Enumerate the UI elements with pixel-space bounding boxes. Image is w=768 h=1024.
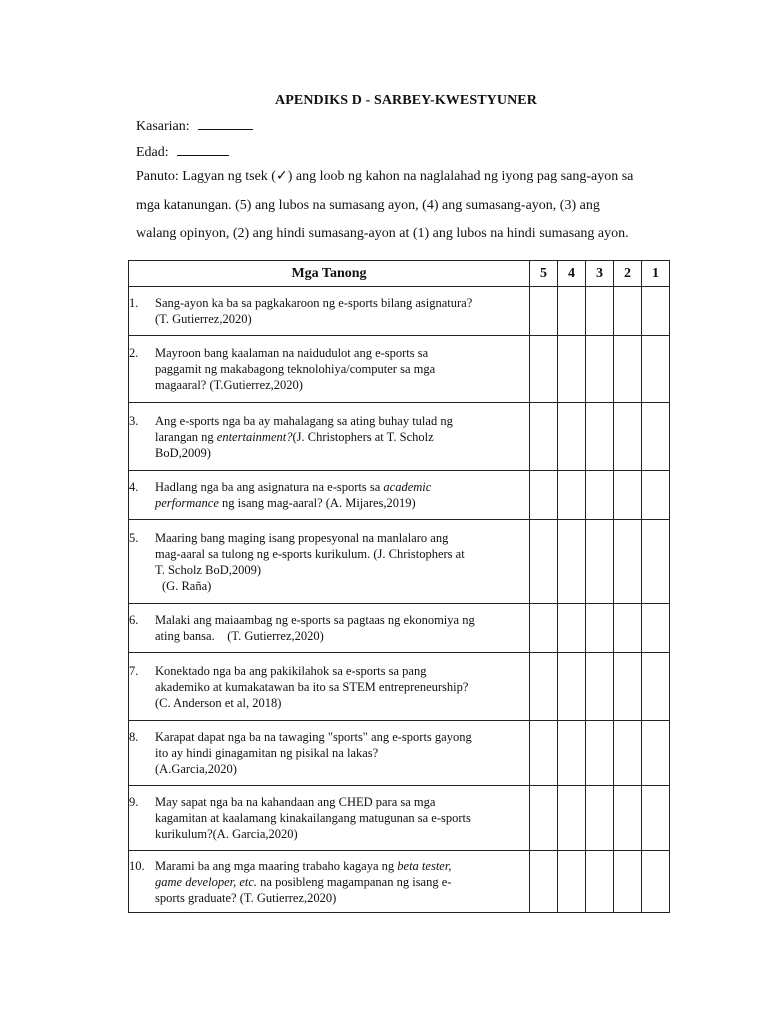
edad-label: Edad: [136, 145, 169, 160]
rating-box-2[interactable] [614, 604, 642, 653]
question-number: 4. [129, 480, 139, 494]
question-number: 7. [129, 663, 139, 678]
rating-box-2[interactable] [614, 336, 642, 403]
rating-box-2[interactable] [614, 851, 642, 913]
question-row [129, 403, 670, 471]
question-cell [129, 287, 530, 336]
question-cell [129, 336, 530, 403]
question-text: Malaki ang maiaambag ng e-sports sa pagtaas ng ekonomiya ng ating bansa. (T. Gutierrez,2020) [155, 613, 475, 643]
rating-box-5[interactable] [530, 604, 558, 653]
question-cell [129, 403, 530, 471]
question-text: May sapat nga ba na kahandaan ang CHED para sa mga kagamitan at kaalamang kinakailangang matugunan sa e-sports kurikulum?(A. Garcia,2020) [155, 795, 471, 841]
rating-box-3[interactable] [586, 287, 614, 336]
edad-field [136, 142, 229, 161]
question-number: 9. [129, 795, 139, 809]
rating-box-5[interactable] [530, 851, 558, 913]
rating-box-4[interactable] [558, 287, 586, 336]
survey-table [128, 260, 670, 913]
edad-blank [177, 142, 229, 156]
rating-box-4[interactable] [558, 336, 586, 403]
kasarian-label: Kasarian: [136, 119, 190, 134]
rating-box-2[interactable] [614, 721, 642, 786]
question-cell [129, 721, 530, 786]
question-text: Konektado nga ba ang pakikilahok sa e-sports sa pang akademiko at kumakatawan ba ito sa STEM entrepreneurship? (C. Anderson et al, 2018) [155, 663, 469, 710]
rating-box-5[interactable] [530, 287, 558, 336]
rating-box-5[interactable] [530, 653, 558, 721]
rating-box-4[interactable] [558, 403, 586, 471]
rating-box-3[interactable] [586, 721, 614, 786]
rating-box-3[interactable] [586, 604, 614, 653]
question-text: Maaring bang maging isang propesyonal na manlalaro ang mag-aaral sa tulong ng e-sports kurikulum. (J. Christophers at T. Scholz BoD,2009) (G. Raña) [155, 530, 465, 593]
question-number: 1. [129, 296, 139, 310]
rating-box-3[interactable] [586, 786, 614, 851]
rating-box-4[interactable] [558, 721, 586, 786]
instructions-line-1 [136, 168, 633, 185]
rating-box-4[interactable] [558, 471, 586, 520]
question-row [129, 520, 670, 604]
question-cell [129, 520, 530, 604]
question-row [129, 786, 670, 851]
question-number: 3. [129, 413, 139, 428]
rating-box-5[interactable] [530, 721, 558, 786]
instructions-text-1a: Panuto: Lagyan ng tsek ( [136, 169, 276, 184]
document-title: APENDIKS D - SARBEY-KWESTYUNER [275, 93, 537, 108]
question-row [129, 336, 670, 403]
rating-box-1[interactable] [642, 287, 670, 336]
header-rating-4: 4 [558, 261, 586, 287]
question-row [129, 721, 670, 786]
rating-box-2[interactable] [614, 520, 642, 604]
rating-box-4[interactable] [558, 851, 586, 913]
rating-box-4[interactable] [558, 604, 586, 653]
rating-box-3[interactable] [586, 520, 614, 604]
rating-box-3[interactable] [586, 336, 614, 403]
checkmark-icon: ✓ [275, 168, 288, 184]
rating-box-1[interactable] [642, 653, 670, 721]
question-cell [129, 851, 530, 913]
rating-box-1[interactable] [642, 336, 670, 403]
question-row [129, 287, 670, 336]
rating-box-1[interactable] [642, 721, 670, 786]
rating-box-1[interactable] [642, 851, 670, 913]
table-header-row [129, 261, 670, 287]
rating-box-2[interactable] [614, 653, 642, 721]
rating-box-3[interactable] [586, 471, 614, 520]
rating-box-5[interactable] [530, 336, 558, 403]
instructions-line-2: mga katanungan. (5) ang lubos na sumasang ayon, (4) ang sumasang-ayon, (3) ang [136, 198, 600, 213]
question-text: Hadlang nga ba ang asignatura na e-sports sa academic performance ng isang mag-aaral? (A. Mijares,2019) [155, 480, 432, 510]
kasarian-blank [198, 116, 253, 130]
kasarian-field [136, 116, 253, 135]
rating-box-4[interactable] [558, 786, 586, 851]
question-number: 2. [129, 346, 139, 360]
rating-box-1[interactable] [642, 786, 670, 851]
question-row [129, 653, 670, 721]
rating-box-1[interactable] [642, 520, 670, 604]
header-rating-3: 3 [586, 261, 614, 287]
rating-box-5[interactable] [530, 471, 558, 520]
rating-box-1[interactable] [642, 403, 670, 471]
question-cell [129, 786, 530, 851]
rating-box-4[interactable] [558, 520, 586, 604]
rating-box-3[interactable] [586, 403, 614, 471]
header-rating-2: 2 [614, 261, 642, 287]
rating-box-2[interactable] [614, 471, 642, 520]
rating-box-2[interactable] [614, 403, 642, 471]
header-rating-5: 5 [530, 261, 558, 287]
rating-box-3[interactable] [586, 653, 614, 721]
question-number: 10. [129, 858, 145, 873]
question-number: 8. [129, 730, 139, 744]
question-row [129, 604, 670, 653]
rating-box-1[interactable] [642, 471, 670, 520]
question-text: Sang-ayon ka ba sa pagkakaroon ng e-sports bilang asignatura? (T. Gutierrez,2020) [155, 296, 473, 326]
question-cell [129, 653, 530, 721]
rating-box-5[interactable] [530, 520, 558, 604]
instructions-text-1b: ) ang loob ng kahon na naglalahad ng iyong pag sang-ayon sa [287, 169, 634, 184]
question-row [129, 851, 670, 913]
header-rating-1: 1 [642, 261, 670, 287]
rating-box-4[interactable] [558, 653, 586, 721]
rating-box-1[interactable] [642, 604, 670, 653]
question-number: 5. [129, 530, 139, 545]
question-text: Ang e-sports nga ba ay mahalagang sa ating buhay tulad ng larangan ng entertainment?(J. Christophers at T. Scholz BoD,2009) [155, 413, 453, 460]
rating-box-2[interactable] [614, 786, 642, 851]
question-row [129, 471, 670, 520]
question-number: 6. [129, 613, 139, 627]
rating-box-3[interactable] [586, 851, 614, 913]
header-questions: Mga Tanong [129, 261, 530, 287]
question-cell [129, 471, 530, 520]
question-text: Mayroon bang kaalaman na naidudulot ang e-sports sa paggamit ng makabagong teknolohiya/computer sa mga magaaral? (T.Gutierrez,2020) [155, 346, 436, 392]
instructions-line-3: walang opinyon, (2) ang hindi sumasang-ayon at (1) ang lubos na hindi sumasang ayon. [136, 226, 629, 241]
question-text: Marami ba ang mga maaring trabaho kagaya ng beta tester, game developer, etc. na posibleng magampanan ng isang e- sports graduate? (T. Gutierrez,2020) [155, 858, 452, 905]
question-text: Karapat dapat nga ba na tawaging "sports" ang e-sports gayong ito ay hindi ginagamitan ng pisikal na lakas? (A.Garcia,2020) [155, 730, 472, 776]
rating-box-5[interactable] [530, 403, 558, 471]
rating-box-2[interactable] [614, 287, 642, 336]
question-cell [129, 604, 530, 653]
rating-box-5[interactable] [530, 786, 558, 851]
